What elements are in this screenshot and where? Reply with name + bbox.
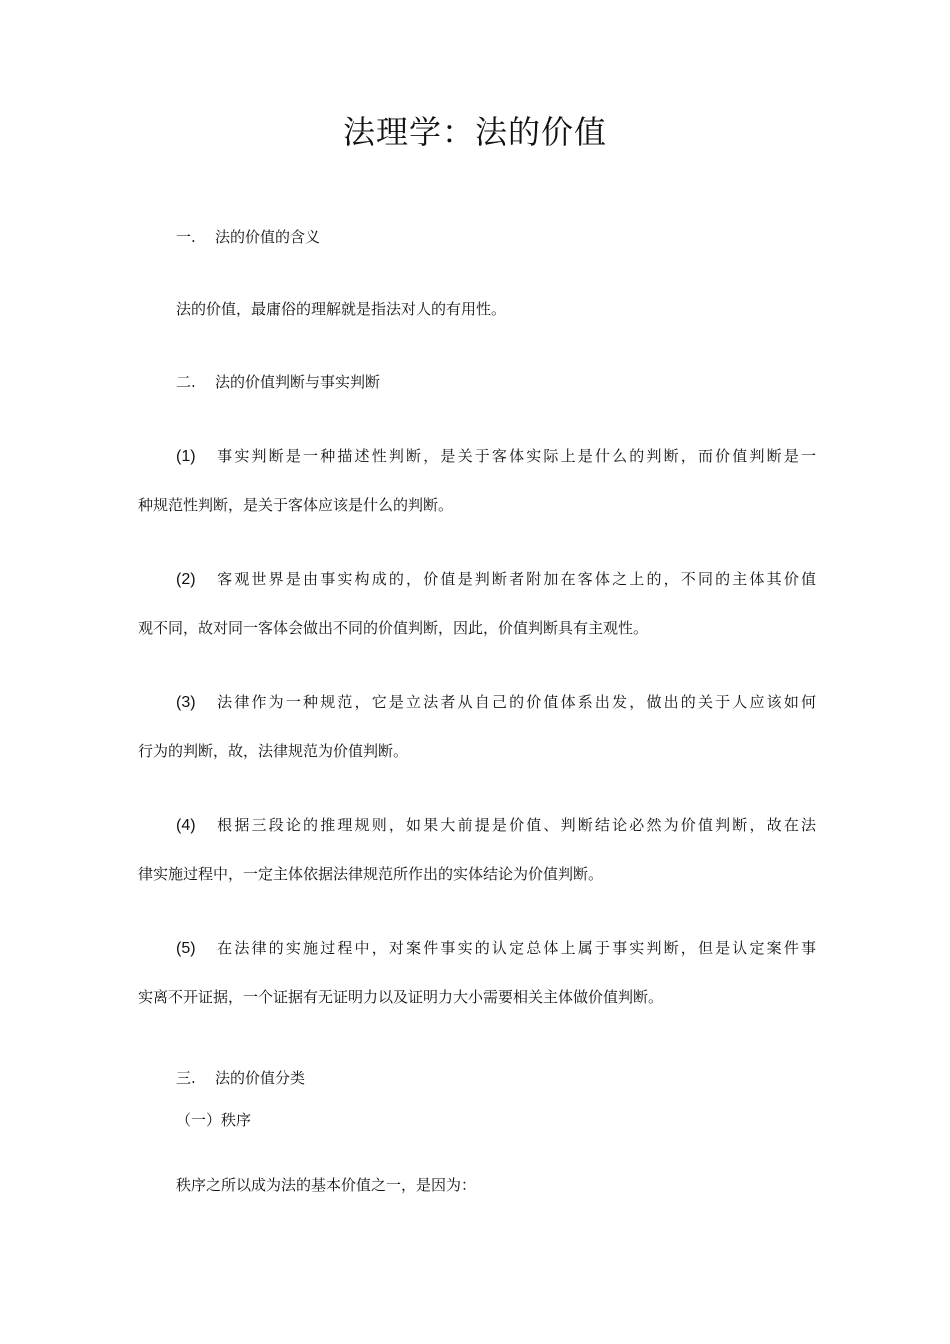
item-text: 根据三段论的推理规则，如果大前提是价值、判断结论必然为价值判断，故在法 xyxy=(215,816,816,834)
item-number: (3) xyxy=(176,694,196,711)
list-item-line xyxy=(176,691,816,714)
item-text: 事实判断是一种描述性判断，是关于客体实际上是什么的判断，而价值判断是一 xyxy=(215,447,816,465)
section-title: 法的价值的含义 xyxy=(215,228,321,246)
item-number: (2) xyxy=(176,571,196,588)
paragraph-order: 秩序之所以成为法的基本价值之一，是因为： xyxy=(176,1176,477,1194)
item-number: (5) xyxy=(176,940,196,957)
section-heading-2 xyxy=(176,371,380,393)
item-text: 法律作为一种规范，它是立法者从自己的价值体系出发，做出的关于人应该如何 xyxy=(215,693,816,711)
list-item-continuation: 行为的判断，故，法律规范为价值判断。 xyxy=(138,742,409,760)
list-item-continuation: 种规范性判断，是关于客体应该是什么的判断。 xyxy=(138,496,454,514)
list-item-line xyxy=(176,568,816,591)
list-item-line xyxy=(176,937,816,960)
list-item-continuation: 实离不开证据，一个证据有无证明力以及证明力大小需要相关主体做价值判断。 xyxy=(138,988,664,1006)
section-heading-1 xyxy=(176,226,320,248)
section-title: 法的价值判断与事实判断 xyxy=(215,373,381,391)
paragraph-definition: 法的价值，最庸俗的理解就是指法对人的有用性。 xyxy=(176,300,507,318)
item-number: (1) xyxy=(176,448,196,465)
section-heading-3 xyxy=(176,1067,305,1089)
item-number: (4) xyxy=(176,817,196,834)
document-title: 法理学：法的价值 xyxy=(342,113,607,151)
list-item-line xyxy=(176,814,816,837)
section-number: 一. xyxy=(176,228,196,246)
subsection-heading: （一）秩序 xyxy=(176,1111,252,1129)
item-text: 在法律的实施过程中，对案件事实的认定总体上属于事实判断，但是认定案件事 xyxy=(215,939,816,957)
item-text: 客观世界是由事实构成的，价值是判断者附加在客体之上的，不同的主体其价值 xyxy=(215,570,816,588)
list-item-line xyxy=(176,445,816,468)
section-number: 三. xyxy=(176,1069,196,1087)
section-number: 二. xyxy=(176,373,196,391)
list-item-continuation: 观不同，故对同一客体会做出不同的价值判断，因此，价值判断具有主观性。 xyxy=(138,619,649,637)
section-title: 法的价值分类 xyxy=(215,1069,306,1087)
list-item-continuation: 律实施过程中，一定主体依据法律规范所作出的实体结论为价值判断。 xyxy=(138,865,604,883)
